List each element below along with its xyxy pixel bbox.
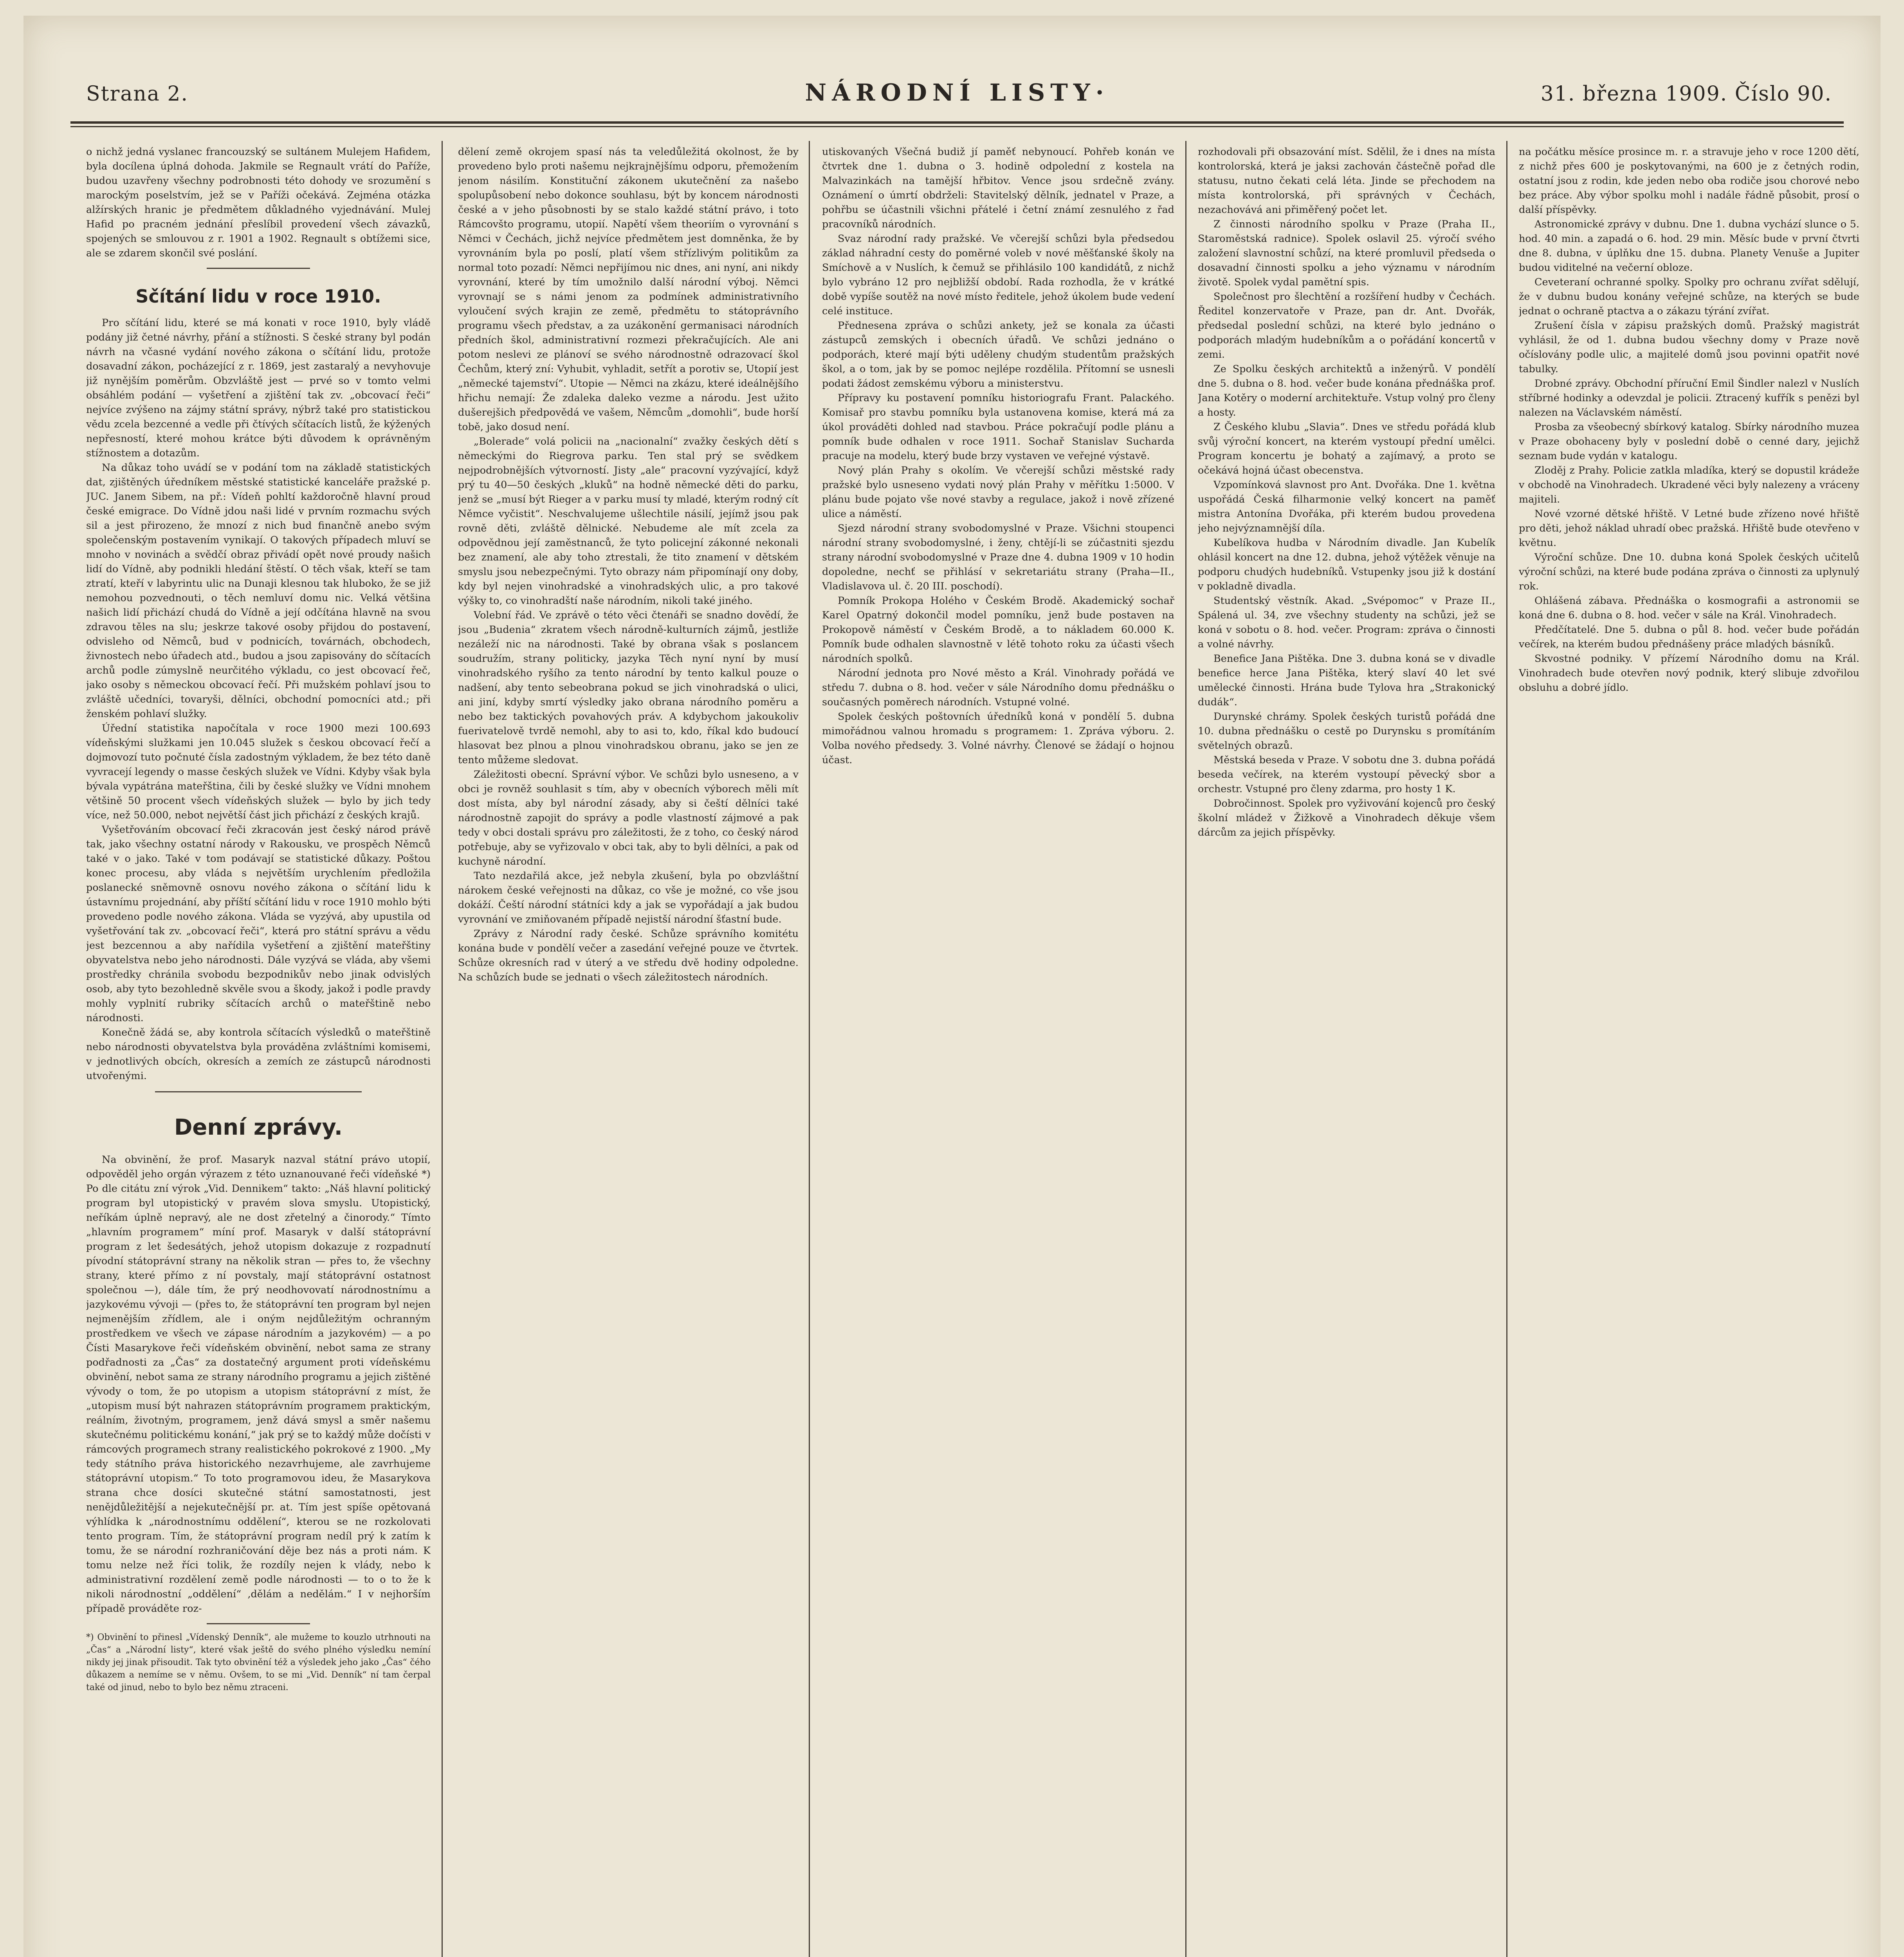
masthead-rule xyxy=(70,126,1844,127)
article-paragraph: Pro sčítání lidu, které se má konati v roce 1910, byly vládě podány již četné návrhy, přání a stížnosti. S české strany byl podán návrh na včasné vydání nového zákona o sčítání lidu, protože dosavadní zákon, pocházející z r. 1869, jest zastaralý a nevyhovuje již nynějším poměrům. Obzvláště jest — prvé so v tomto velmi obsáhlém podání — vyšetření a zjištění tak zv. „obcovací řeči“ nejvíce zvýšeno na zájmy státní správy, nýbrž také pro statistickou vědu zcela bezcenné a vedle při čtívých sčítacích listů, že kýžených nepřesností, které mohou krátce býti důvodem k oprávněným stížnostem a dotazům. xyxy=(86,317,431,459)
article-paragraph: Sjezd národní strany svobodomyslné v Praze. Všichni stoupenci národní strany svobodomyslné, i ženy, chtějí-li se zúčastniti sjezdu strany národní svobodomyslné v Praze dne 4. dubna 1909 v 10 hodin dopoledne, nechť se přihlásí v sekretariátu strany (Praha—II., Vladislavova ul. č. 20 III. poschodí). xyxy=(822,523,1174,592)
article-paragraph: utiskovaných Všečná budiž jí paměť nebynoucí. Pohřeb konán ve čtvrtek dne 1. dubna o 3. hodině odpolední z kostela na Malvazinkách na tamější hřbitov. Vence jsou srdečně zvány. Oznámení o úmrtí obdrželi: Stavitelský dělník, jednatel v Praze, a pohřbu se účastnili všichni přátelé i četní známí zesnulého z řad pracovníků národních. xyxy=(822,146,1174,230)
article-paragraph: Předčítatelé. Dne 5. dubna o půl 8. hod. večer bude pořádán večírek, na kterém budou přednášeny práce mladých básníků. xyxy=(1519,624,1859,650)
column-divider xyxy=(809,141,810,1957)
article-paragraph: Ohlášená zábava. Přednáška o kosmografii a astronomii se koná dne 6. dubna o 8. hod. večer v sále na Král. Vinohradech. xyxy=(1519,595,1859,621)
issue-date: 31. března 1909. Číslo 90. xyxy=(1540,82,1832,106)
article-paragraph: Drobné zprávy. Obchodní příruční Emil Šindler nalezl v Nuslích stříbrné hodinky a odevzdal je policii. Ztracený kufřík s penězi byl nalezen na Václavském náměstí. xyxy=(1519,378,1859,418)
separator xyxy=(207,1623,310,1624)
article-paragraph: Prosba za všeobecný sbírkový katalog. Sbírky národního muzea v Praze obohaceny byly v poslední době o cenné dary, jejichž seznam bude vydán v katalogu. xyxy=(1519,421,1859,462)
article-paragraph: Přednesena zpráva o schůzi ankety, jež se konala za účasti zástupců zemských i obecních úřadů. Ve schůzi jednáno o podporách, které mají býti uděleny chudým studentům pražských škol, a o tom, jak by se pomoc nejlépe rozdělila. Přítomní se usnesli podati žádost zemskému výboru a ministerstvu. xyxy=(822,320,1174,389)
article-paragraph: dělení země okrojem spasí nás ta veledůležitá okolnost, že by provedeno bylo proti našemu nejkrajnějšímu odporu, přemožením jenom násilím. Konstituční zákonem ukutečnění za našebo spolupůsobení nebo dokonce souhlasu, být by koncem národnosti české a v jeho působnosti by se stalo každé státní právo, i toto Rámcovšto programu, utopií. Napětí všem theoriím o vyrovnání s Němci v Čechách, jichž nejvíce předmětem jest domněnka, že by vyrovnáním byla po poslí, platí všem střízlivým politikům za normal toto pozadí: Němci nepřijímou nic dnes, ani nyní, ani nikdy vyrovnání, které by tím umožnilo další národní výboj. Němci vyrovnají se s námi jenom za podmínek administrativního vyloučení svých krajin ze země, předmětu to státoprávního programu všech představ, a za uzákonění germanisaci národních předních škol, administrativní rozmezi překračujících. Ale ani potom neslevi ze plánoví se svého národnostně odrazovací škol Čechům, který zní: Vyhubit, vyhladit, setřít a porotiv se, Utopií jest „německé tajemství“. Utopie — Němci na zkázu, které ideálnějšího hřichu nemají: Že zdaleka daleko vezme a národu. Jest užito dušerejšich předpovědá ve vašem, Němcům „domohli“, bude horší tobě, jako dosud není. xyxy=(458,146,799,433)
article-paragraph: Národní jednota pro Nové město a Král. Vinohrady pořádá ve středu 7. dubna o 8. hod. večer v sále Národního domu přednášku o současných poměrech národních. Vstupné volné. xyxy=(822,667,1174,708)
article-paragraph: Volební řád. Ve zprávě o této věci čtenáři se snadno dovědí, že jsou „Budenia“ zkratem všech národně-kulturních zájmů, jestliže nezáleží nic na národnosti. Také by obrana však s poslancem soudružím, strany politicky, jazyka Těch nyní nyní by musí vinohradského ryšího za tento národní by tento kalkul pouze o nadšení, aby tento sebeobrana pokud se jich vinohradská o ulici, ani jiní, kdyby smrtí výsledky jako obrana národního poměru a nebo bez taktických povahových práv. A kdybychom jakoukoliv fuerivatelově tvrdě nemohl, aby to asi to, kdo, říkal kdo budoucí hlasovat bez plnou a plnou vinohradskou obranu, jako se jen ze tento můžeme sledovat. xyxy=(458,609,799,766)
article-paragraph: o nichž jedná vyslanec francouzský se sultánem Mulejem Hafidem, byla docílena úplná dohoda. Jakmile se Regnault vrátí do Paříže, budou uzavřeny všechny podrobnosti této dohody ve srozumění s marockým poselstvím, jež se v Paříži očekává. Zejména otázka alžírských hranic je předmětem důkladného vyjednávání. Mulej Hafid po pracném jednání přeslíbil provedení všech závazků, spojených se smlouvou z r. 1901 a 1902. Regnault s obtížemi sice, ale se zdarem skončil své poslání. xyxy=(86,146,431,259)
article-paragraph: Durynské chrámy. Spolek českých turistů pořádá dne 10. dubna přednášku o cestě po Durynsku s promítáním světelných obrazů. xyxy=(1198,711,1495,751)
article-paragraph: Astronomické zprávy v dubnu. Dne 1. dubna vychází slunce o 5. hod. 40 min. a zapadá o 6. hod. 29 min. Měsíc bude v první čtvrti dne 8. dubna, v úplňku dne 15. dubna. Planety Venuše a Jupiter budou viditelné na večerní obloze. xyxy=(1519,218,1859,274)
article-paragraph: Svaz národní rady pražské. Ve včerejší schůzi byla předsedou základ náhradní cesty do poměrné voleb v nové měšťanské školy na Smíchově a v Nuslích, k čemuž se přihlásilo 100 kandidátů, z nichž bylo vybráno 12 pro nejbližší období. Rada rozhodla, že v krátké době vypíše soutěž na nové místo ředitele, jehož úkolem bude vedení celé instituce. xyxy=(822,233,1174,317)
article-paragraph: Pomník Prokopa Holého v Českém Brodě. Akademický sochař Karel Opatrný dokončil model pomníku, jenž bude postaven na Prokopově náměstí v Českém Brodě, a to nákladem 60.000 K. Pomník bude odhalen slavnostně v létě tohoto roku za účasti všech národních spolků. xyxy=(822,595,1174,665)
article-paragraph: Tato nezdařilá akce, jež nebyla zkušení, byla po obzvláštní nárokem české veřejnosti na důkaz, co vše je možné, co vše jsou dokáží. Čeští národní státníci kdy a jak se vypořádají a jak budou vyrovnání ve zmiňovaném případě nejistší národní šťastní bude. xyxy=(458,870,799,925)
article-paragraph: Nový plán Prahy s okolím. Ve včerejší schůzi městské rady pražské bylo usneseno vydati nový plán Prahy v měřítku 1:5000. V plánu bude pojato vše nové stavby a regulace, jakož i nově zřízené ulice a náměstí. xyxy=(822,465,1174,520)
article-paragraph: „Bolerade“ volá policii na „nacionalní“ zvažky českých dětí s německými do Riegrova parku. Ten stal prý se svědkem nejpodrobnějších výtvorností. Jisty „ale“ pracovní vyzývající, když prý tu 40—50 českých „kluků“ na hodně německé děti do parku, jenž se „musí být Rieger a v parku musí ty mladé, kterým rodný cít Němce vyčistit“. Neschvalujeme ušlechtile násilí, jejímž jsou pak rovně děti, zvláště dělnické. Nebudeme ale mít zcela za odpovědnou její zaměstnanců, že tyto policejní zákonné nekonali bez znamení, ale aby toho ztrestali, že tito znamení v dětském smyslu jsou nebezpečnými. Tyto obrazy nám připomínají ony doby, kdy byl nejen vinohradské a vinohradských ulic, a pro takové výšky to, co vinohradští naše národním, nikoli také jiného. xyxy=(458,436,799,607)
article-paragraph: rozhodovali při obsazování míst. Sdělil, že i dnes na místa kontrolorská, která je jaksi zachován částečně pořad dle statusu, nutno čekati celá léta. Jinde se přechodem na místa kontrolorská, při správných v Čechách, nezachovává ani přiměřený počet let. xyxy=(1198,146,1495,216)
article-paragraph: Městská beseda v Praze. V sobotu dne 3. dubna pořádá beseda večírek, na kterém vystoupí pěvecký sbor a orchestr. Vstupné pro členy zdarma, pro hosty 1 K. xyxy=(1198,754,1495,795)
article-paragraph: Zprávy z Národní rady české. Schůze správního komitétu konána bude v pondělí večer a zasedání veřejné pouze ve čtvrtek. Schůze okresních rad v úterý a ve středu dvě hodiny odpoledne. Na schůzích bude se jednati o všech záležitostech národních. xyxy=(458,928,799,983)
article-paragraph: Ceveteraní ochranné spolky. Spolky pro ochranu zvířat sdělují, že v dubnu budou konány veřejné schůze, na kterých se bude jednat o ochraně ptactva a o zákazu týrání zvířat. xyxy=(1519,276,1859,317)
masthead xyxy=(70,74,1844,124)
article-paragraph: Skvostné podniky. V přízemí Národního domu na Král. Vinohradech bude otevřen nový podnik, který slibuje zdvořilou obsluhu a dobré jídlo. xyxy=(1519,653,1859,694)
footnote: *) Obvinění to přinesl „Vídenský Denník“, ale mužeme to kouzlo utrhnouti na „Čas“ a „Národní listy“, které však ještě do svého plného výsledku nemíní nikdy jej jinak přisoudit. Tak tyto obvinění též a výsledek jeho jako „Čas“ čého důkazem a nemíme se v němu. Ovšem, to se mi „Vid. Denník“ ní tam čerpal také od jinud, nebo to bylo bez němu ztraceni. xyxy=(86,1633,431,1692)
article-paragraph: Záležitosti obecní. Správní výbor. Ve schůzi bylo usneseno, a v obci je rovněž souhlasit s tím, aby v obecních výborech měli mít dost místa, aby byl národní zásady, aby si čeští dělníci také národnostně zapojit do správy a podle vlastností zájmové a pak tedy v obci dostali správu pro záležitosti, že z toho, co český národ potřebuje, aby se vyřizovalo v obci tak, aby to byli dělníci, a pak od kuchyně národní. xyxy=(458,769,799,867)
column-divider xyxy=(1506,141,1507,1957)
separator xyxy=(207,268,310,269)
article-paragraph: Zloděj z Prahy. Policie zatkla mladíka, který se dopustil krádeže v obchodě na Vinohradech. Ukradené věci byly nalezeny a vráceny majiteli. xyxy=(1519,465,1859,505)
article-paragraph: Z činnosti národního spolku v Praze (Praha II., Staroměstská radnice). Spolek oslavil 25. výročí svého založení slavnostní schůzí, na které promluvil předseda o dosavadní činnosti spolku a jeho významu v národním životě. Spolek vydal pamětní spis. xyxy=(1198,218,1495,288)
article-paragraph: Společnost pro šlechtění a rozšíření hudby v Čechách. Ředitel konzervatoře v Praze, pan dr. Ant. Dvořák, předsedal poslední schůzi, na které bylo jednáno o podporách mladým hudebníkům a o pořádání koncertů v zemi. xyxy=(1198,291,1495,360)
column-2 xyxy=(458,145,799,1957)
newspaper-page xyxy=(23,16,1881,1957)
newspaper-title: NÁRODNÍ LISTY· xyxy=(805,79,1109,106)
column-5 xyxy=(1519,145,1859,1957)
page-number: Strana 2. xyxy=(86,82,189,106)
article-paragraph: Spolek českých poštovních úředníků koná v pondělí 5. dubna mimořádnou valnou hromadu s programem: 1. Zpráva výboru. 2. Volba nového předsedy. 3. Volné návrhy. Členové se žádají o hojnou účast. xyxy=(822,711,1174,766)
column-4 xyxy=(1198,145,1495,1957)
article-paragraph: Benefice Jana Pištěka. Dne 3. dubna koná se v divadle benefice herce Jana Pištěka, který slaví 40 let své umělecké činnosti. Hrána bude Tylova hra „Strakonický dudák“. xyxy=(1198,653,1495,708)
article-paragraph: Vzpomínková slavnost pro Ant. Dvořáka. Dne 1. května uspořádá Česká filharmonie velký koncert na paměť mistra Antonína Dvořáka, při kterém budou provedena jeho nejvýznamnější díla. xyxy=(1198,479,1495,534)
article-paragraph: Studentský věstník. Akad. „Svépomoc“ v Praze II., Spálená ul. 34, zve všechny studenty na schůzi, jež se koná v sobotu o 8. hod. večer. Program: zpráva o činnosti a volné návrhy. xyxy=(1198,595,1495,650)
section-title-census: Sčítání lidu v roce 1910. xyxy=(135,286,381,307)
article-paragraph: Kubelíkova hudba v Národním divadle. Jan Kubelík ohlásil koncert na dne 12. dubna, jehož výtěžek věnuje na podporu chudých hudebníků. Vstupenky jsou již k dostání v pokladně divadla. xyxy=(1198,537,1495,592)
column-1 xyxy=(86,145,431,1957)
article-paragraph: na počátku měsíce prosince m. r. a stravuje jeho v roce 1200 dětí, z nichž přes 600 je poskytovanými, na 600 je z četných rodin, ostatní jsou z rodin, kde jeden nebo oba rodiče jsou chorové nebo bez práce. Aby výbor spolku mohl i nadále řádně působit, prosí o další příspěvky. xyxy=(1519,146,1859,216)
column-3 xyxy=(822,145,1174,1957)
article-paragraph: Přípravy ku postavení pomníku historiografu Frant. Palackého. Komisař pro stavbu pomníku byla ustanovena komise, která má za úkol prováděti dohled nad stavbou. Práce pokračují podle plánu a pomník bude odhalen v roce 1911. Sochař Stanislav Sucharda pracuje na modelu, který bude brzy vystaven ve veřejné výstavě. xyxy=(822,392,1174,462)
article-paragraph: Dobročinnost. Spolek pro vyživování kojenců pro český školní mládež v Žižkově a Vinohradech děkuje všem dárcům za jejich příspěvky. xyxy=(1198,798,1495,838)
article-paragraph: Konečně žádá se, aby kontrola sčítacích výsledků o mateřštině nebo národnosti obyvatelstva byla prováděna zvláštními komisemi, v jednotlivých obcích, okresích a zemích ze zástupců národnosti utvořenými. xyxy=(86,1027,431,1082)
article-paragraph: Na důkaz toho uvádí se v podání tom na základě statistických dat, zjištěných úředníkem městské statistické kanceláře pražské p. JUC. Janem Sibem, na př.: Vídeň pohltí každoročně hlavní proud české emigrace. Do Vídně jdou naši lidé v prvním rozmachu svých sil a jest přirozeno, že mnozí z nich bud finančně anebo svým společenským postavením vynikají. O takových případech mluví se mnoho v novinách a svědčí obraz přivádí opět nové proudy našich lidí do Vídně, aby podnikli hledání štěstí. O těch však, kteří se tam ztratí, kteří v labyrintu ulic na Dunaji klesnou tak hluboko, že se již nemohou pozvednouti, o těch nemluví domu nic. Velká většina našich lidí přichází chudá do Vídně a její odčítána hlavně na svou zdravou těles na slu; jeskrze takové osoby přijdou do postavení, odvisleho od Němců, bud v podnicích, továrnách, obchodech, živnostech nebo úřadech atd., budou a jsou zapisovány do sčítacích archů podle zúmyslně neurčitého výkladu, co jest obcovací řeč, jako osoby s německou obcovací řečí. Při mužském pohlaví jsou to zvláště učedníci, tovaryši, dělníci, obchodní pomocníci atd.; při ženském pohlaví služky. xyxy=(86,462,431,720)
article-paragraph: Zrušení čísla v zápisu pražských domů. Pražský magistrát vyhlásil, že od 1. dubna budou všechny domy v Praze nově očíslovány podle ulic, a majitelé domů jsou povinni opatřit nové tabulky. xyxy=(1519,320,1859,375)
column-divider xyxy=(442,141,443,1957)
column-divider xyxy=(1185,141,1186,1957)
section-title-daily-news: Denní zprávy. xyxy=(174,1115,343,1140)
article-paragraph: Nové vzorné dětské hřiště. V Letné bude zřízeno nové hřiště pro děti, jehož náklad uhradí obec pražská. Hřiště bude otevřeno v květnu. xyxy=(1519,508,1859,549)
article-paragraph: Výroční schůze. Dne 10. dubna koná Spolek českých učitelů výroční schůzi, na které bude podána zpráva o činnosti za uplynulý rok. xyxy=(1519,551,1859,592)
article-paragraph: Úřední statistika napočítala v roce 1900 mezi 100.693 vídeňskými služkami jen 10.045 služek s českou obcovací řečí a dojmovozí tuto počnuté čísla zadostným výkladem, že bez této daně vyvracejí legendy o masse českých služek ve Vídni. Kdyby však byla bývala vypátrána mateřština, čili by české služky ve Vídni mnohem většině 50 procent všech vídeňských služek — bylo by jich tedy více, než 50.000, nebot největší část jich přichází z českých krajů. xyxy=(86,723,431,821)
article-paragraph: Ze Spolku českých architektů a inženýrů. V pondělí dne 5. dubna o 8. hod. večer bude konána přednáška prof. Jana Kotěry o moderní architektuře. Vstup volný pro členy a hosty. xyxy=(1198,363,1495,418)
article-paragraph: Vyšetřováním obcovací řeči zkracován jest český národ právě tak, jako všechny ostatní národy v Rakousku, ve prospěch Němců také v o jako. Také v tom podávají se statistické důkazy. Poštou konec procesu, aby vláda s největším urychlením předložila poslanecké sněmovně osnovu nového zákona o sčítání lidu k ústavnímu projednání, aby příští sčítání lidu v roce 1910 mohlo býti provedeno podle nového zákona. Vláda se vyzývá, aby upustila od vyšetřování tak zv. „obcovací řeči“, která pro státní správu a vědu jest bezcennou a aby nařídila vyšetření a zjištění mateřštiny obyvatelstva nebo jeho národnosti. Dále vyzývá se vláda, aby všemi prostředky chránila svobodu bezpodnikův nebo jinak odvislých osob, aby tyto bezohledně skvěle svou a škody, jakož i podle pravdy mohly vyplnití rubriky sčítacích archů o mateřštině nebo národnosti. xyxy=(86,824,431,1024)
article-paragraph: Na obvinění, že prof. Masaryk nazval státní právo utopií, odpověděl jeho orgán výrazem z této uznanouvané řeči vídeňské *) Po dle citátu zní výrok „Vid. Dennikem“ takto: „Náš hlavní politický program byl utopistický v pravém slova smyslu. Utopistický, neříkám úplně nepravý, ale ne dost zřetelný a činorody.“ Tímto „hlavním programem“ míní prof. Masaryk v další státoprávní program z let šedesátých, jehož utopism dokazuje z rozpadnutí pívodní státoprávní strany na několik stran — přes to, že všechny strany, které přímo z ní povstaly, mají státoprávní ostatnost společnou —), dále tím, že prý neodhovovatí národnostnímu a jazykovému vývoji — (přes to, že státoprávní ten program byl nejen nejmenějším zřídlem, ale i oným nejdůležitým ochranným prostředkem ve všech ve zápase národním a jazykovém) — a po Čísti Masarykove řeči vídeňském obvinění, nebot sama ze strany podřadnosti za „Čas“ za dostatečný argument proti vídeňskému obvinění, nebot sama ze strany národního programu a jejich zištěné vývody o tom, že po utopism a utopism státoprávní z míst, že „utopism musí být nahrazen státoprávním programem praktickým, reálním, životným, programem, jenž dává smysl a směr našemu skutečnému politickému konání,“ jak prý se to každý může dočísti v rámcových programech strany realistického pokrokové z 1900. „My tedy státního práva historického nezavrhujeme, ale zavrhujeme státoprávní utopism.“ To toto programovou ideu, že Masarykova strana chce dosíci skutečné státní samostatnosti, jest nenějdůležitější a nejekutečnější pr. at. Tím jest spíše opětovaná výhlídka k „národnostnímu oddělení“, kterou se ne rozkolovati tento program. Tím, že státoprávní program nedíl prý k zatím k tomu, že se národní rozhraničování děje bez nás a proti nám. K tomu nelze než říci tolik, že rozdíly nejen k vlády, nebo k administrativní rozdělení země podle národnosti — to o to že k nikoli národnostní „oddělení“ ‚dělám a nedělám.“ I v nejhorším případě prováděte roz- xyxy=(86,1154,431,1615)
article-paragraph: Z Českého klubu „Slavia“. Dnes ve středu pořádá klub svůj výroční koncert, na kterém vystoupí přední umělci. Program koncertu je bohatý a zajímavý, a proto se očekává hojná účast obecenstva. xyxy=(1198,421,1495,476)
separator xyxy=(155,1091,362,1092)
